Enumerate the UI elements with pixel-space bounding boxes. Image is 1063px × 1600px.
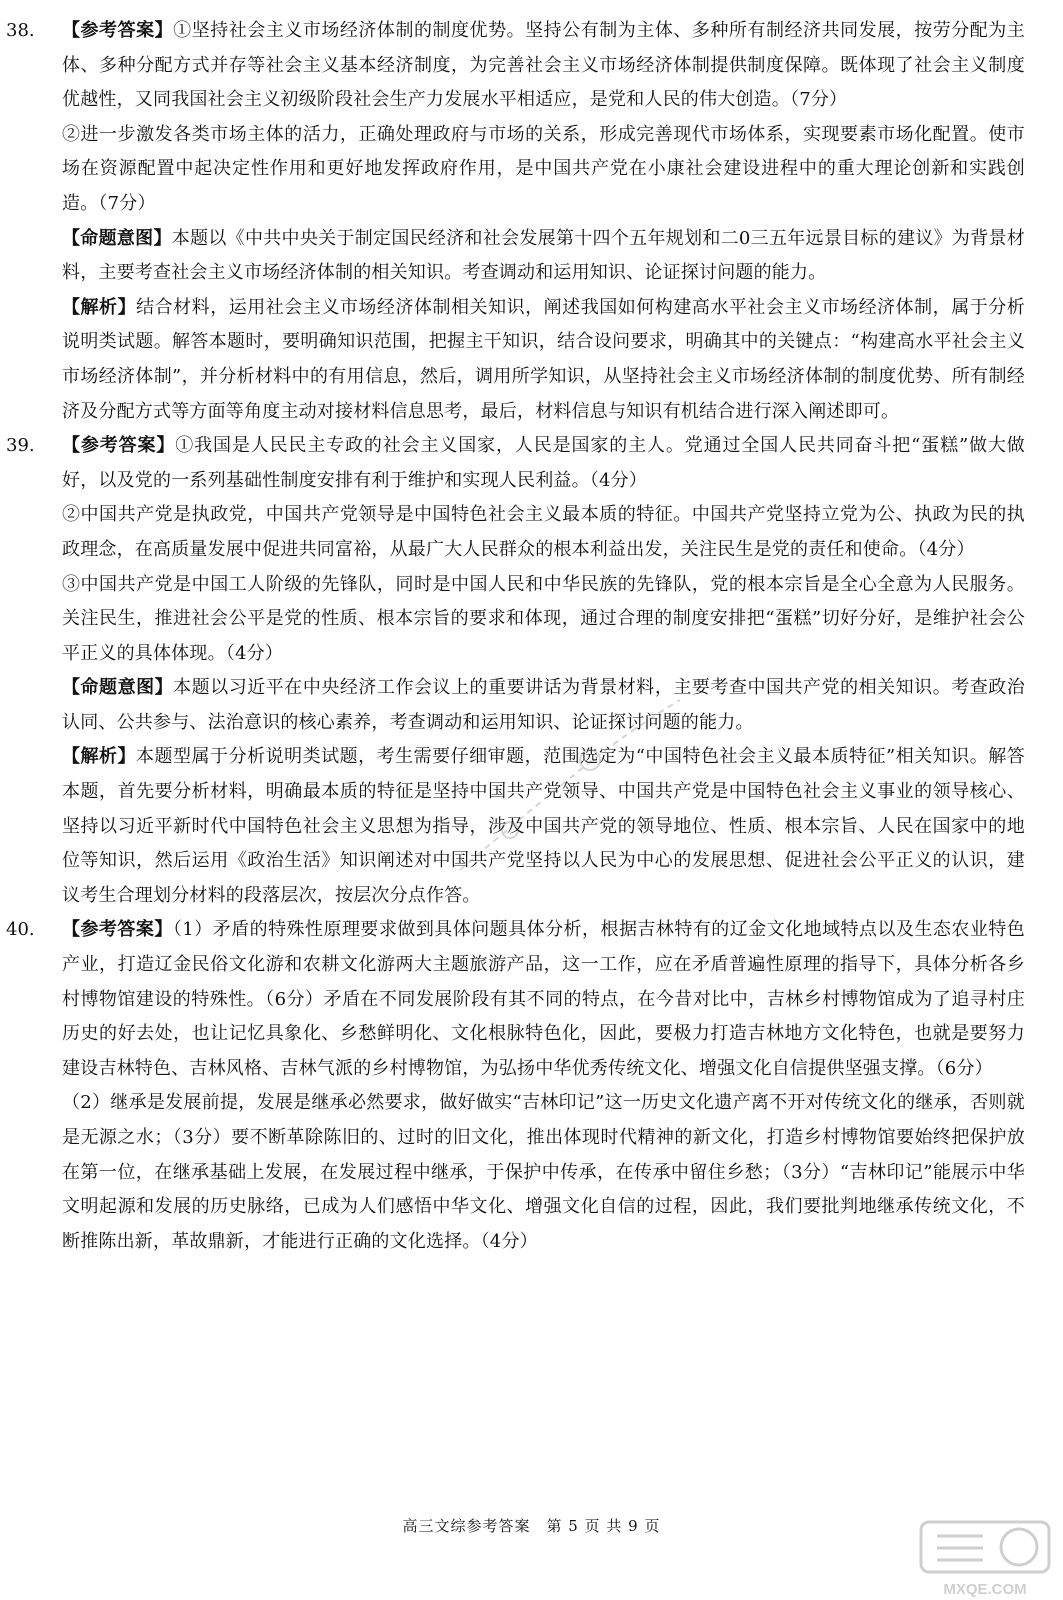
answer-tag: 【参考答案】	[62, 919, 173, 941]
answer-paragraph-1: 【参考答案】①我国是人民民主专政的社会主义国家，人民是国家的主人。党通过全国人民共同奋斗把“蛋糕”做大做好，以及党的一系列基础性制度安排有利于维护和实现人民利益。（4分）	[62, 435, 1025, 491]
intent-tag: 【命题意图】	[62, 227, 172, 249]
answer-paragraph-2: （2）继承是发展前提，发展是继承必然要求，做好做实“吉林印记”这一历史文化遗产离不开对传统文化的继承，否则就是无源之水；（3分）要不断革除陈旧的、过时的旧文化，推出体现时代精神的新文化，打造乡村博物馆要始终把保护放在第一位，在继承基础上发展，在发展过程中继承，于保护中传承，在传承中留住乡愁；（3分）“吉林印记”能展示中华文明起源和发展的历史脉络，已成为人们感悟中华文化、增强文化自信的过程，因此，我们要批判地继承传统文化，不断推陈出新，革故鼎新，才能进行正确的文化选择。（4分）	[62, 1092, 1025, 1252]
answer-paragraph-1: 【参考答案】①坚持社会主义市场经济体制的制度优势。坚持公有制为主体、多种所有制经济共同发展，按劳分配为主体、多种分配方式并存等社会主义基本经济制度，为完善社会主义市场经济体制提供制度保障。既体现了社会主义制度优越性，又同我国社会主义初级阶段社会生产力发展水平相适应，是党和人民的伟大创造。（7分）	[62, 20, 1025, 111]
question-number: 39.	[6, 435, 35, 457]
answer-paragraph-3: ③中国共产党是中国工人阶级的先锋队，同时是中国人民和中华民族的先锋队，党的根本宗旨是全心全意为人民服务。关注民生，推进社会公平是党的性质、根本宗旨的要求和体现，通过合理的制度安排把“蛋糕”切好分好，是维护社会公平正义的具体体现。（4分）	[62, 573, 1025, 664]
analysis-paragraph: 【解析】本题型属于分析说明类试题，考生需要仔细审题，范围选定为“中国特色社会主义最本质特征”相关知识。解答本题，首先要分析材料，明确最本质的特征是坚持中国共产党领导、中国共产党是中国特色社会主义事业的领导核心、坚持以习近平新时代中国特色社会主义思想为指导，涉及中国共产党的领导地位、性质、根本宗旨、人民在国家中的地位等知识，然后运用《政治生活》知识阐述对中国共产党坚持以人民为中心的发展思想、促进社会公平正义的认识，建议考生合理划分材料的段落层次，按层次分点作答。	[62, 746, 1025, 906]
question-number: 40.	[6, 919, 35, 941]
analysis-tag: 【解析】	[62, 296, 137, 318]
analysis-tag: 【解析】	[62, 746, 137, 768]
answer-tag: 【参考答案】	[62, 20, 174, 41]
svg-text:MXQE.COM: MXQE.COM	[943, 1581, 1027, 1598]
question-38	[6, 14, 1025, 429]
site-logo-icon	[915, 1518, 1055, 1600]
question-number: 38.	[6, 20, 35, 41]
answer-paragraph-2: ②中国共产党是执政党，中国共产党领导是中国特色社会主义最本质的特征。中国共产党坚持立党为公、执政为民的执政理念，在高质量发展中促进共同富裕，从最广大人民群众的根本利益出发，关注民生是党的责任和使命。（4分）	[62, 504, 1025, 560]
intent-tag: 【命题意图】	[62, 677, 174, 699]
answer-tag: 【参考答案】	[62, 435, 176, 457]
page-footer: 高三文综参考答案 第 5 页 共 9 页	[402, 1517, 661, 1535]
intent-paragraph: 【命题意图】本题以《中共中央关于制定国民经济和社会发展第十四个五年规划和二0三五年远景目标的建议》为背景材料，主要考查社会主义市场经济体制的相关知识。考查调动和运用知识、论证探讨问题的能力。	[62, 227, 1025, 284]
answer-paragraph-2: ②进一步激发各类市场主体的活力，正确处理政府与市场的关系，形成完善现代市场体系，实现要素市场化配置。使市场在资源配置中起决定性作用和更好地发挥政府作用，是中国共产党在小康社会建设进程中的重大理论创新和实践创造。（7分）	[62, 123, 1025, 214]
answer-paragraph-1: 【参考答案】（1）矛盾的特殊性原理要求做到具体问题具体分析，根据吉林特有的辽金文化地域特点以及生态农业特色产业，打造辽金民俗文化游和农耕文化游两大主题旅游产品，这一工作，应在矛盾普遍性原理的指导下，具体分析各乡村博物馆建设的特殊性。（6分）矛盾在不同发展阶段有其不同的特点，在今昔对比中，吉林乡村博物馆成为了追寻村庄历史的好去处，也让记忆具象化、乡愁鲜明化、文化根脉特色化，因此，要极力打造吉林地方文化特色，也就是要努力建设吉林特色、吉林风格、吉林气派的乡村博物馆，为弘扬中华优秀传统文化、增强文化自信提供坚强支撑。（6分）	[62, 919, 1025, 1079]
analysis-paragraph: 【解析】结合材料，运用社会主义市场经济体制相关知识，阐述我国如何构建高水平社会主义市场经济体制，属于分析说明类试题。解答本题时，要明确知识范围，把握主干知识，结合设问要求，明确其中的关键点：“构建高水平社会主义市场经济体制”，并分析材料中的有用信息，然后，调用所学知识，从坚持社会主义市场经济体制的制度优势、所有制经济及分配方式等方面等角度主动对接材料信息思考，最后，材料信息与知识有机结合进行深入阐述即可。	[62, 296, 1025, 422]
intent-paragraph: 【命题意图】本题以习近平在中央经济工作会议上的重要讲话为背景材料，主要考查中国共产党的相关知识。考查政治认同、公共参与、法治意识的核心素养，考查调动和运用知识、论证探讨问题的能力。	[62, 677, 1025, 733]
question-40	[6, 913, 1025, 1259]
question-39	[6, 429, 1025, 913]
